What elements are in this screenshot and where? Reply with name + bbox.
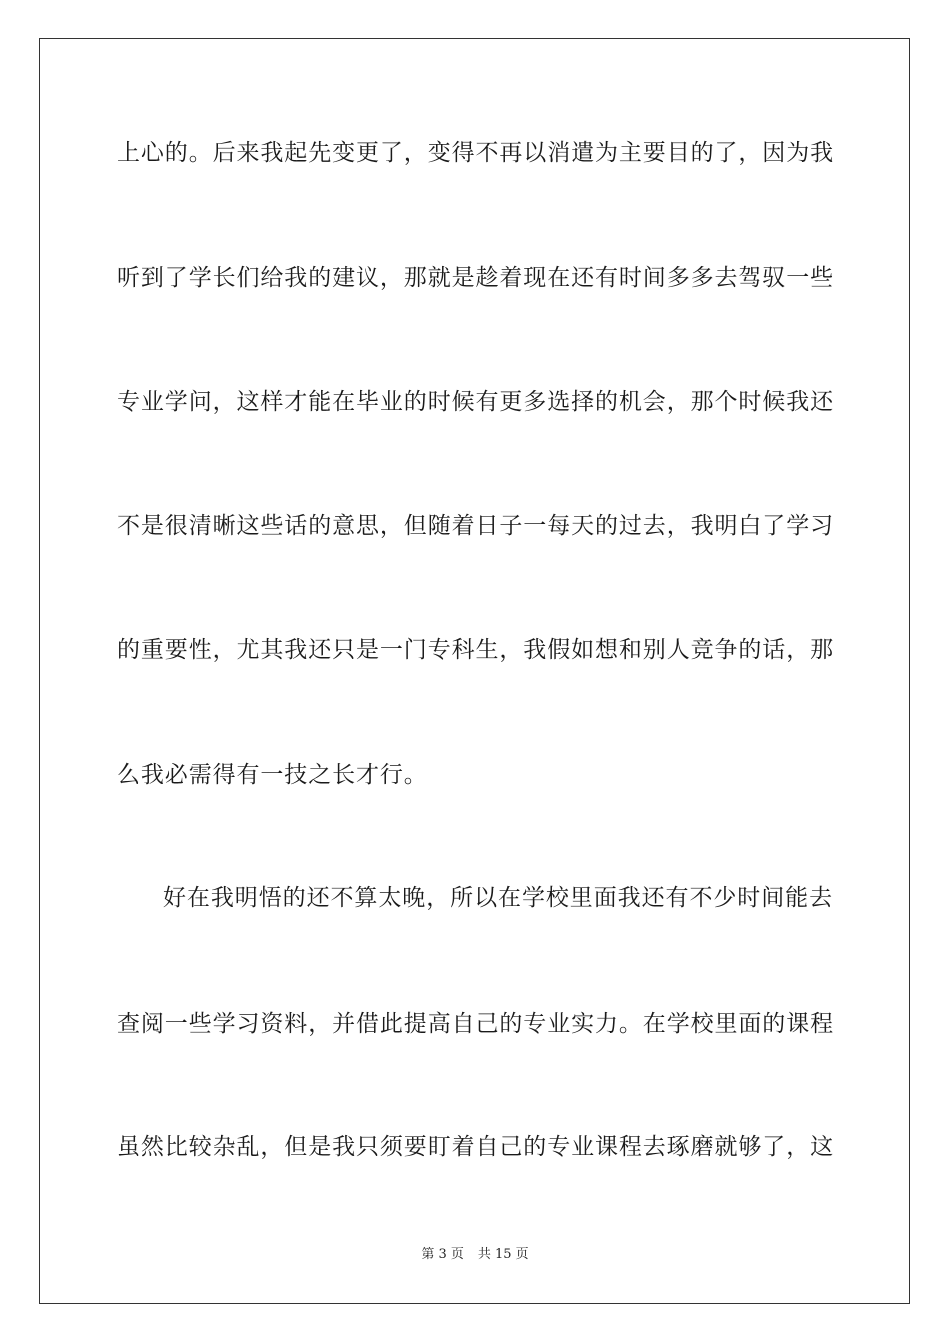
page-footer: [0, 1246, 950, 1264]
page-border: [39, 38, 910, 1304]
page-number: 第 3 页: [421, 1247, 464, 1262]
paragraph-line: 上心的。后来我起先变更了，变得不再以消遣为主要目的了，因为我: [117, 140, 834, 166]
paragraph-line: 么我必需得有一技之长才行。: [117, 762, 428, 788]
paragraph-line: 专业学问，这样才能在毕业的时候有更多选择的机会，那个时候我还: [117, 389, 834, 415]
page-total: 共 15 页: [477, 1247, 529, 1262]
paragraph-line: 的重要性，尤其我还只是一门专科生，我假如想和别人竞争的话，那: [117, 637, 834, 663]
paragraph-line: 好在我明悟的还不算太晚，所以在学校里面我还有不少时间能去: [163, 885, 833, 911]
paragraph-line: 虽然比较杂乱，但是我只须要盯着自己的专业课程去琢磨就够了，这: [117, 1134, 834, 1160]
paragraph-line: 不是很清晰这些话的意思，但随着日子一每天的过去，我明白了学习: [117, 513, 834, 539]
paragraph-line: 查阅一些学习资料，并借此提高自己的专业实力。在学校里面的课程: [117, 1011, 834, 1037]
paragraph-line: 听到了学长们给我的建议，那就是趁着现在还有时间多多去驾驭一些: [117, 265, 834, 291]
